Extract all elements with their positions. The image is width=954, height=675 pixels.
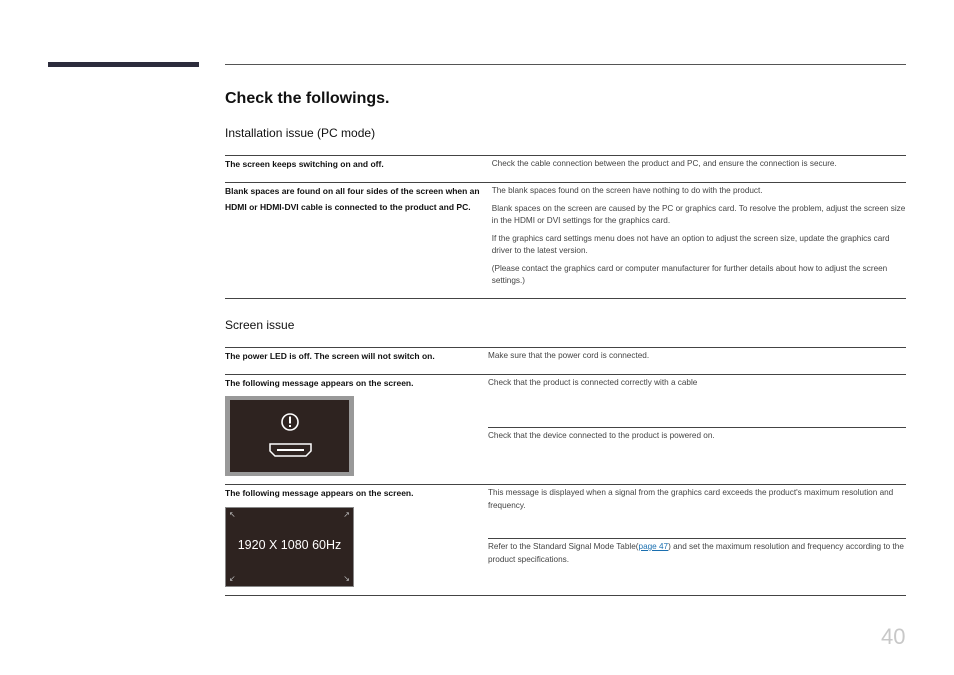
main-content <box>225 88 906 596</box>
link-suffix: ) and set the maximum resolution and frequency according to the product specifications. <box>488 542 904 564</box>
hdmi-port-icon <box>270 444 311 456</box>
table-row <box>225 485 906 596</box>
page-number: 40 <box>881 624 906 649</box>
solution-text-with-link <box>488 539 906 566</box>
page-title: Check the followings. <box>225 90 390 107</box>
solution-text: Check that the product is connected correctly with a cable <box>488 377 698 387</box>
no-signal-illustration <box>230 400 349 472</box>
expand-arrow-bottom-right-icon: ↘ <box>343 573 350 583</box>
solution-text: The blank spaces found on the screen have nothing to do with the product. <box>491 186 763 195</box>
table-row <box>225 183 906 299</box>
section-title-installation: Installation issue (PC mode) <box>225 126 376 140</box>
no-signal-screen-image <box>225 396 354 476</box>
header-rule <box>225 64 906 65</box>
expand-arrow-top-left-icon: ↖ <box>229 509 236 519</box>
table-row <box>225 156 906 183</box>
solution-text: Blank spaces on the screen are caused by the PC or graphics card. To resolve the problem, adjust the screen size in the HDMI or DVI settings for the graphics card. <box>491 203 906 225</box>
table-row <box>225 347 906 374</box>
solution-text: Check that the device connected to the product is powered on. <box>488 430 715 440</box>
issue-text: The power LED is off. The screen will not switch on. <box>225 350 435 361</box>
link-prefix: ( <box>635 542 639 551</box>
resolution-screen-image <box>225 507 354 587</box>
solution-text: If the graphics card settings menu does not have an option to adjust the screen size, update the graphics card driver to the latest version. <box>491 233 890 255</box>
page-link[interactable]: page 47 <box>638 542 669 551</box>
issue-text: Blank spaces are found on all four sides of the screen when an HDMI or HDMI-DVI cable is connected to the product and PC. <box>225 186 480 212</box>
section-marker-bar <box>48 62 199 67</box>
solution-text: This message is displayed when a signal from the graphics card exceeds the product's maximum resolution and frequency. <box>488 488 894 510</box>
solution-text: Check the cable connection between the product and PC, and ensure the connection is secure. <box>491 159 837 168</box>
resolution-text: 1920 X 1080 60Hz <box>237 537 342 552</box>
solution-text: Make sure that the power cord is connected. <box>488 350 650 360</box>
issue-text: The following message appears on the screen. <box>225 488 414 498</box>
exclamation-circle-icon <box>282 414 298 430</box>
section-title-screen: Screen issue <box>225 317 295 332</box>
expand-arrow-top-right-icon: ↗ <box>343 509 350 519</box>
installation-issue-table <box>225 155 906 299</box>
screen-issue-table <box>225 347 906 596</box>
table-row <box>225 374 906 485</box>
issue-text: The screen keeps switching on and off. <box>225 159 384 169</box>
issue-text: The following message appears on the screen. <box>225 377 414 388</box>
solution-text: (Please contact the graphics card or computer manufacturer for further details about how to adjust the screen settings.) <box>491 263 888 285</box>
expand-arrow-bottom-left-icon: ↙ <box>229 573 236 583</box>
solution-text: Refer to the Standard Signal Mode Table <box>488 542 636 551</box>
